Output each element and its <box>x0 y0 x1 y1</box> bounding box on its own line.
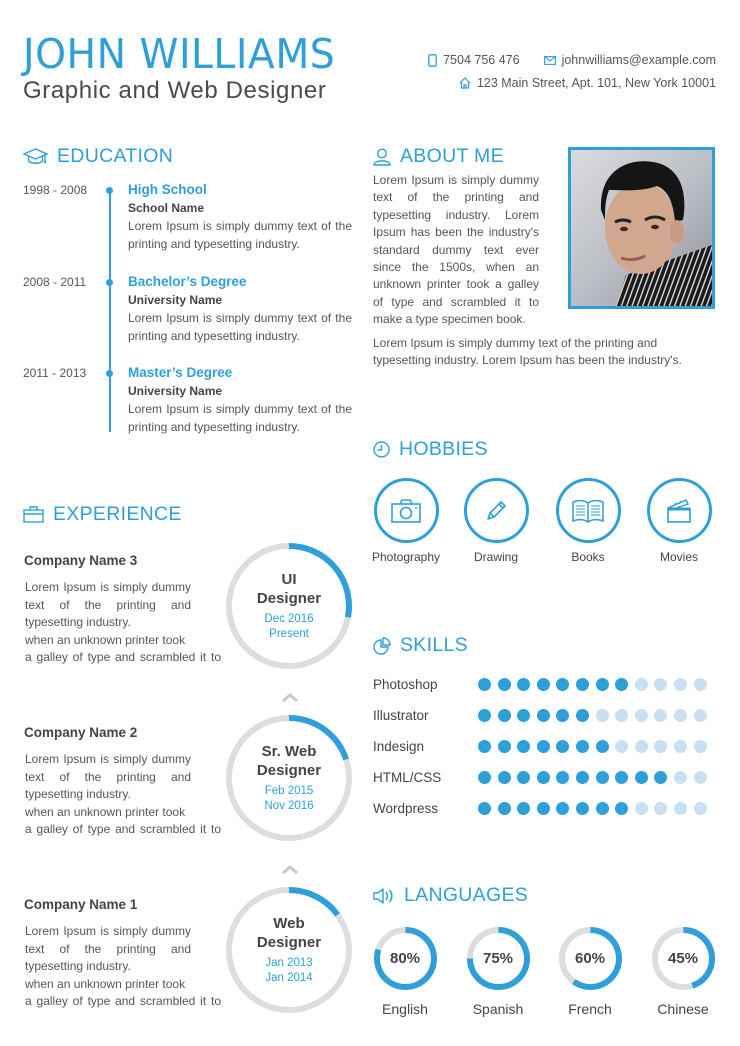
person-name: JOHN WILLIAMS <box>23 30 336 78</box>
rating-dot-filled <box>478 709 491 722</box>
rating-dot-filled <box>635 771 648 784</box>
rating-dot-filled <box>537 740 550 753</box>
rating-dot-filled <box>576 802 589 815</box>
skill-row <box>373 705 718 725</box>
timeline-dot <box>106 370 113 377</box>
skill-name: Illustrator <box>373 707 429 723</box>
skill-row <box>373 674 718 694</box>
address: 123 Main Street, Apt. 101, New York 10001 <box>476 76 716 90</box>
company-name: Company Name 2 <box>24 725 138 740</box>
language-name: English <box>382 1001 428 1017</box>
education-dates: 2008 - 2011 <box>23 275 87 289</box>
chevron-up-icon <box>282 862 298 872</box>
rating-dot-empty <box>635 678 648 691</box>
degree: Bachelor’s Degree <box>128 274 247 289</box>
language-item <box>370 926 440 1017</box>
skill-rating <box>478 802 707 815</box>
education-description: Lorem Ipsum is simply dummy text of the printing and typesetting industry. <box>128 311 352 343</box>
rating-dot-filled <box>596 740 609 753</box>
skill-rating <box>478 771 707 784</box>
rating-dot-filled <box>537 678 550 691</box>
language-progress-ring <box>558 926 623 991</box>
education-description: Lorem Ipsum is simply dummy text of the printing and typesetting industry. <box>128 219 352 251</box>
school-name: School Name <box>128 201 205 215</box>
hobby-drawing: Drawing <box>456 478 536 564</box>
rating-dot-filled <box>478 771 491 784</box>
skill-name: Photoshop <box>373 676 438 692</box>
rating-dot-empty <box>674 709 687 722</box>
rating-dot-filled <box>517 802 530 815</box>
language-progress-ring <box>373 926 438 991</box>
company-name: Company Name 3 <box>24 553 138 568</box>
about-heading: ABOUT ME <box>373 145 504 168</box>
rating-dot-filled <box>498 740 511 753</box>
rating-dot-filled <box>478 802 491 815</box>
language-name: Chinese <box>657 1001 709 1017</box>
rating-dot-filled <box>517 678 530 691</box>
phone-icon <box>428 54 437 67</box>
skill-name: HTML/CSS <box>373 769 442 785</box>
skill-rating <box>478 709 707 722</box>
briefcase-icon <box>23 506 44 523</box>
education-dates: 2011 - 2013 <box>23 366 87 380</box>
rating-dot-filled <box>654 771 667 784</box>
skills-heading: SKILLS <box>373 634 468 657</box>
phone-number: 7504 756 476 <box>443 53 520 67</box>
rating-dot-empty <box>635 709 648 722</box>
role-dates: Dec 2016 Present <box>264 613 314 640</box>
camera-icon <box>391 499 421 523</box>
envelope-icon <box>544 56 556 65</box>
language-percent: 80% <box>389 950 421 967</box>
role-dates: Jan 2013 Jan 2014 <box>265 957 313 984</box>
contact-row-1 <box>428 53 716 67</box>
user-icon <box>373 148 391 166</box>
hobby-photography: Photography <box>366 478 446 564</box>
speaker-icon <box>373 888 395 904</box>
experience-description: Lorem Ipsum is simply dummy text of the printing and typesetting industry. when an unknown printer took a galley of type and scrambled it to <box>25 580 221 664</box>
rating-dot-empty <box>654 802 667 815</box>
job-title: Graphic and Web Designer <box>23 77 327 104</box>
timeline-dot <box>106 279 113 286</box>
chevron-up-icon <box>282 690 298 700</box>
rating-dot-empty <box>674 678 687 691</box>
languages-heading: LANGUAGES <box>373 884 528 907</box>
rating-dot-filled <box>556 709 569 722</box>
rating-dot-filled <box>498 802 511 815</box>
rating-dot-filled <box>498 771 511 784</box>
rating-dot-filled <box>576 740 589 753</box>
language-name: French <box>568 1001 612 1017</box>
language-item <box>555 926 625 1017</box>
language-percent: 75% <box>482 950 514 967</box>
clock-icon <box>373 441 390 458</box>
rating-dot-empty <box>635 802 648 815</box>
hobbies-heading: HOBBIES <box>373 438 488 461</box>
skill-row <box>373 798 718 818</box>
role-dates: Feb 2015 Nov 2016 <box>264 785 314 812</box>
education-dates: 1998 - 2008 <box>23 183 88 197</box>
rating-dot-filled <box>576 709 589 722</box>
role-title: UI Designer <box>256 571 322 607</box>
skill-rating <box>478 678 707 691</box>
hobby-books: Books <box>548 478 628 564</box>
email-link[interactable]: johnwilliams@example.com <box>561 53 716 67</box>
language-percent: 60% <box>574 950 606 967</box>
rating-dot-filled <box>596 771 609 784</box>
role-title: Web Designer <box>256 915 322 951</box>
rating-dot-filled <box>596 678 609 691</box>
language-item <box>648 926 718 1017</box>
experience-description: Lorem Ipsum is simply dummy text of the printing and typesetting industry. when an unknown printer took a galley of type and scrambled it to <box>25 752 221 836</box>
skill-row <box>373 736 718 756</box>
rating-dot-filled <box>537 802 550 815</box>
rating-dot-empty <box>694 740 707 753</box>
rating-dot-filled <box>556 802 569 815</box>
home-icon <box>459 77 471 89</box>
experience-role-ring <box>225 886 353 1014</box>
rating-dot-empty <box>654 678 667 691</box>
profile-photo <box>568 147 715 309</box>
rating-dot-empty <box>654 740 667 753</box>
language-progress-ring <box>466 926 531 991</box>
education-heading: EDUCATION <box>23 145 173 168</box>
language-item <box>463 926 533 1017</box>
rating-dot-empty <box>674 740 687 753</box>
rating-dot-empty <box>694 678 707 691</box>
rating-dot-filled <box>556 771 569 784</box>
rating-dot-filled <box>556 740 569 753</box>
role-title: Sr. Web Designer <box>256 743 322 779</box>
experience-role-ring <box>225 542 353 670</box>
rating-dot-empty <box>694 709 707 722</box>
rating-dot-filled <box>517 709 530 722</box>
language-progress-ring <box>651 926 716 991</box>
rating-dot-empty <box>694 771 707 784</box>
rating-dot-filled <box>478 678 491 691</box>
portrait-image <box>571 150 712 306</box>
pencil-icon <box>484 499 508 523</box>
rating-dot-empty <box>654 709 667 722</box>
rating-dot-filled <box>576 678 589 691</box>
book-icon <box>572 499 604 523</box>
school-name: University Name <box>128 293 223 307</box>
rating-dot-filled <box>498 709 511 722</box>
rating-dot-filled <box>537 709 550 722</box>
rating-dot-filled <box>615 678 628 691</box>
skill-name: Indesign <box>373 738 425 754</box>
clapperboard-icon <box>666 498 692 524</box>
education-timeline-line <box>109 190 111 432</box>
rating-dot-filled <box>498 678 511 691</box>
about-text-secondary: Lorem Ipsum is simply dummy text of the printing and typesetting industry. Lorem Ipsum has been the industry's. <box>373 336 682 368</box>
rating-dot-empty <box>635 740 648 753</box>
rating-dot-filled <box>615 771 628 784</box>
contact-row-2 <box>459 76 716 90</box>
graduation-cap-icon <box>23 148 48 166</box>
experience-description: Lorem Ipsum is simply dummy text of the printing and typesetting industry. when an unknown printer took a galley of type and scrambled it to <box>25 924 221 1008</box>
experience-heading: EXPERIENCE <box>23 503 182 526</box>
school-name: University Name <box>128 384 223 398</box>
skill-rating <box>478 740 707 753</box>
skill-name: Wordpress <box>373 800 439 816</box>
rating-dot-filled <box>517 771 530 784</box>
rating-dot-filled <box>615 802 628 815</box>
rating-dot-filled <box>556 678 569 691</box>
language-name: Spanish <box>472 1001 524 1017</box>
degree: Master’s Degree <box>128 365 233 380</box>
rating-dot-empty <box>674 771 687 784</box>
pie-chart-icon <box>373 637 391 655</box>
skill-row <box>373 767 718 787</box>
hobby-movies: Movies <box>639 478 719 564</box>
rating-dot-filled <box>537 771 550 784</box>
rating-dot-empty <box>615 709 628 722</box>
rating-dot-empty <box>694 802 707 815</box>
rating-dot-filled <box>596 802 609 815</box>
rating-dot-filled <box>576 771 589 784</box>
rating-dot-filled <box>517 740 530 753</box>
rating-dot-empty <box>615 740 628 753</box>
timeline-dot <box>106 187 113 194</box>
experience-role-ring <box>225 714 353 842</box>
degree: High School <box>128 182 207 197</box>
company-name: Company Name 1 <box>24 897 138 912</box>
about-text: Lorem Ipsum is simply dummy text of the printing and typesetting industry. Lorem Ipsum has been the industry's standard dummy text ever since the 1500s, when an unknown printer took a galley of type and scrambled it to make a type specimen book. <box>373 173 539 327</box>
rating-dot-empty <box>674 802 687 815</box>
education-description: Lorem Ipsum is simply dummy text of the printing and typesetting industry. <box>128 402 352 434</box>
rating-dot-empty <box>596 709 609 722</box>
language-percent: 45% <box>667 950 699 967</box>
rating-dot-filled <box>478 740 491 753</box>
